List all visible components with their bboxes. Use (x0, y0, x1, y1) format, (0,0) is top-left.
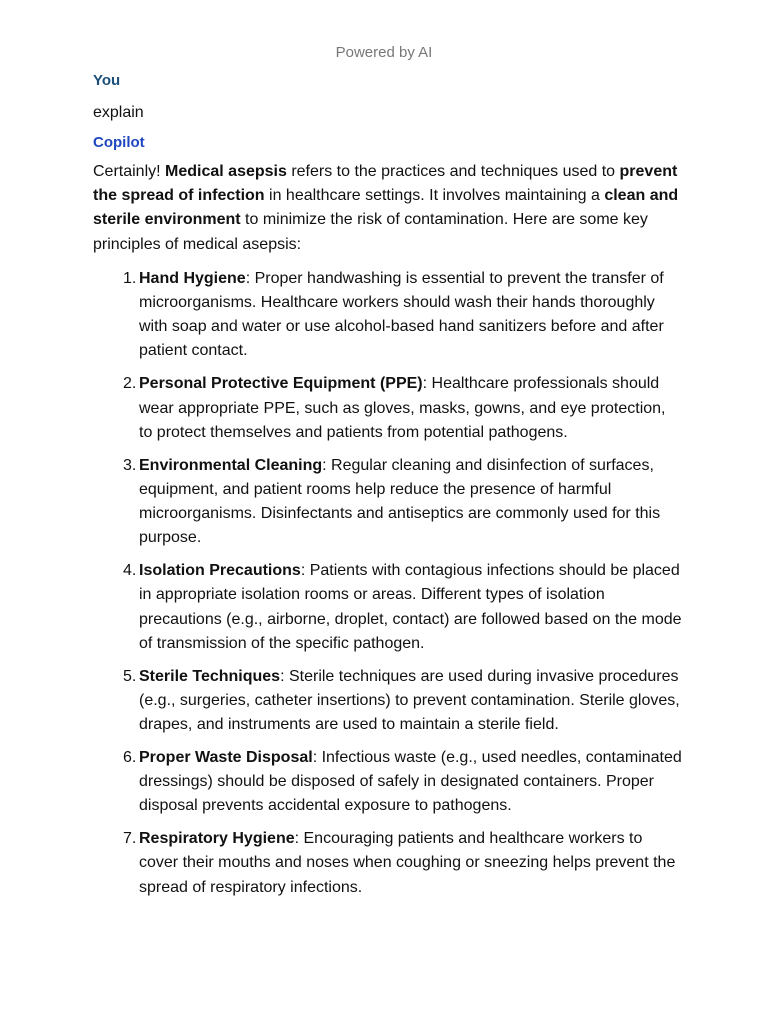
intro-bold-2: prevent the spread of infection (93, 163, 678, 205)
list-item-title: Environmental Cleaning (139, 456, 323, 474)
assistant-intro-paragraph (93, 160, 683, 257)
list-item-title: Personal Protective Equipment (PPE) (139, 375, 423, 393)
principles-list (93, 267, 683, 900)
list-item-text: : Regular cleaning and disinfection of surfaces, equipment, and patient rooms help reduce the presence of harmful microorganisms. Disinfectants and antiseptics are commonly used for this purpose. (139, 456, 661, 547)
list-item (93, 559, 683, 656)
list-item-title: Sterile Techniques (139, 667, 281, 685)
list-item-title: Proper Waste Disposal (139, 748, 313, 766)
list-item-number: 4. (123, 562, 137, 580)
list-item-text: : Proper handwashing is essential to prevent the transfer of microorganisms. Healthcare workers should wash their hands thoroughly with soap and water or use alcohol-based hand sanitizers before and after patient contact. (139, 269, 664, 360)
list-item (93, 746, 683, 819)
list-item-number: 1. (123, 269, 137, 287)
list-item-number: 3. (123, 456, 137, 474)
list-item-text: : Encouraging patients and healthcare workers to cover their mouths and noses when coughing or sneezing helps prevent the spread of respiratory infections. (139, 830, 676, 896)
list-item (93, 372, 683, 445)
intro-text-2: refers to the practices and techniques used to (286, 163, 620, 180)
list-item-text: : Infectious waste (e.g., used needles, contaminated dressings) should be disposed of safely in designated containers. Proper disposal prevents accidental exposure to pathogens. (139, 748, 682, 815)
assistant-speaker-label: Copilot (93, 134, 145, 151)
user-speaker-label: You (93, 72, 121, 89)
list-item-title: Respiratory Hygiene (139, 830, 295, 848)
list-item-title: Hand Hygiene (139, 269, 246, 287)
list-item-text: : Sterile techniques are used during invasive procedures (e.g., surgeries, catheter insertions) to prevent contamination. Sterile gloves, drapes, and instruments are used to maintain a sterile field. (139, 667, 680, 734)
intro-bold-1: Medical asepsis (165, 163, 287, 180)
list-item (93, 665, 683, 738)
list-item-text: : Patients with contagious infections should be placed in appropriate isolation rooms or areas. Different types of isolation precautions (e.g., airborne, droplet, contact) are followed based on the mode of transmission of the specific pathogen. (139, 562, 682, 652)
powered-by-label: Powered by AI (335, 44, 433, 61)
list-item-number: 7. (123, 830, 137, 848)
list-item-number: 5. (123, 667, 137, 685)
list-item-title: Isolation Precautions (139, 562, 301, 580)
intro-text-4: to minimize the risk of contamination. Here are some key principles of medical asepsis: (93, 211, 648, 253)
intro-text-3: in healthcare settings. It involves maintaining a (264, 187, 605, 205)
list-item-text: : Healthcare professionals should wear appropriate PPE, such as gloves, masks, gowns, and eye protection, to protect themselves and patients from potential pathogens. (139, 375, 666, 441)
list-item-number: 6. (123, 748, 137, 766)
intro-bold-3: clean and sterile environment (93, 187, 679, 229)
intro-text-1: Certainly! (93, 163, 166, 180)
list-item (93, 454, 683, 551)
list-item (93, 827, 683, 900)
list-item-number: 2. (123, 375, 137, 393)
list-item (93, 267, 683, 364)
user-message: explain (93, 104, 144, 121)
conversation (93, 70, 683, 909)
